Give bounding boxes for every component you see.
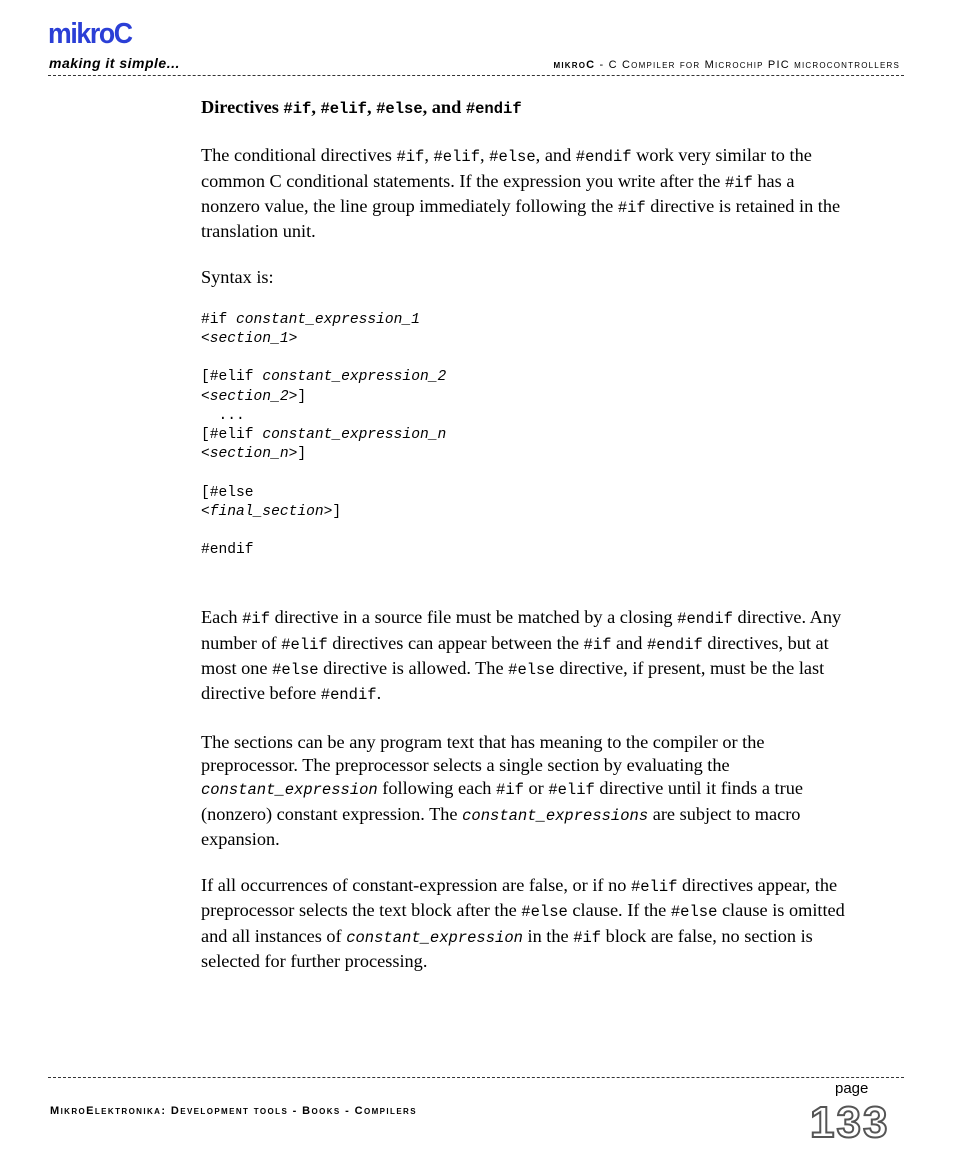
- section-heading: Directives #if, #elif, #else, and #endif: [201, 97, 522, 118]
- mikroc-logo: mikroC: [48, 18, 132, 50]
- header-title-rest: - C Compiler for Microchip PIC microcontrollers: [595, 59, 900, 71]
- page-label: page: [835, 1080, 869, 1097]
- page-content: [201, 96, 851, 973]
- footer-publisher: MikroElektronika: Development tools - Books - Compilers: [50, 1105, 417, 1117]
- syntax-code-block: #if constant_expression_1 <section_1> [#elif constant_expression_2 <section_2>] ... [#elif constant_expression_n <section_n>] [#else <final_section>] #endif: [201, 311, 447, 559]
- header-title: [553, 59, 900, 71]
- syntax-label: Syntax is:: [201, 267, 274, 288]
- tagline: making it simple...: [49, 55, 180, 71]
- header-divider: [48, 75, 904, 76]
- paragraph-intro: The conditional directives #if, #elif, #else, and #endif work very similar to the common C conditional statements. If the expression you write after the #if has a nonzero value, the line group immediately following the #if directive is retained in the translation unit.: [201, 145, 841, 242]
- footer-divider: [48, 1077, 904, 1078]
- paragraph-false: If all occurrences of constant-expression are false, or if no #elif directives appear, the preprocessor selects the text block after the #else clause. If the #else clause is omitted and all instances of constant_expression in the #if block are false, no section is selected for further processing.: [201, 875, 845, 971]
- paragraph-matching: Each #if directive in a source file must be matched by a closing #endif directive. Any number of #elif directives can appear between the #if and #endif directives, but at most one #else directive is allowed. The #else directive, if present, must be the last directive before #endif.: [201, 607, 842, 705]
- page-number: 133: [810, 1098, 890, 1147]
- header-title-brand: mikroC: [553, 59, 596, 71]
- paragraph-sections: The sections can be any program text that has meaning to the compiler or the preprocessor. The preprocessor selects a single section by evaluating the constant_expression following each #if or #elif directive until it finds a true (nonzero) constant expression. The constant_expressions are subject to macro expansion.: [201, 731, 803, 849]
